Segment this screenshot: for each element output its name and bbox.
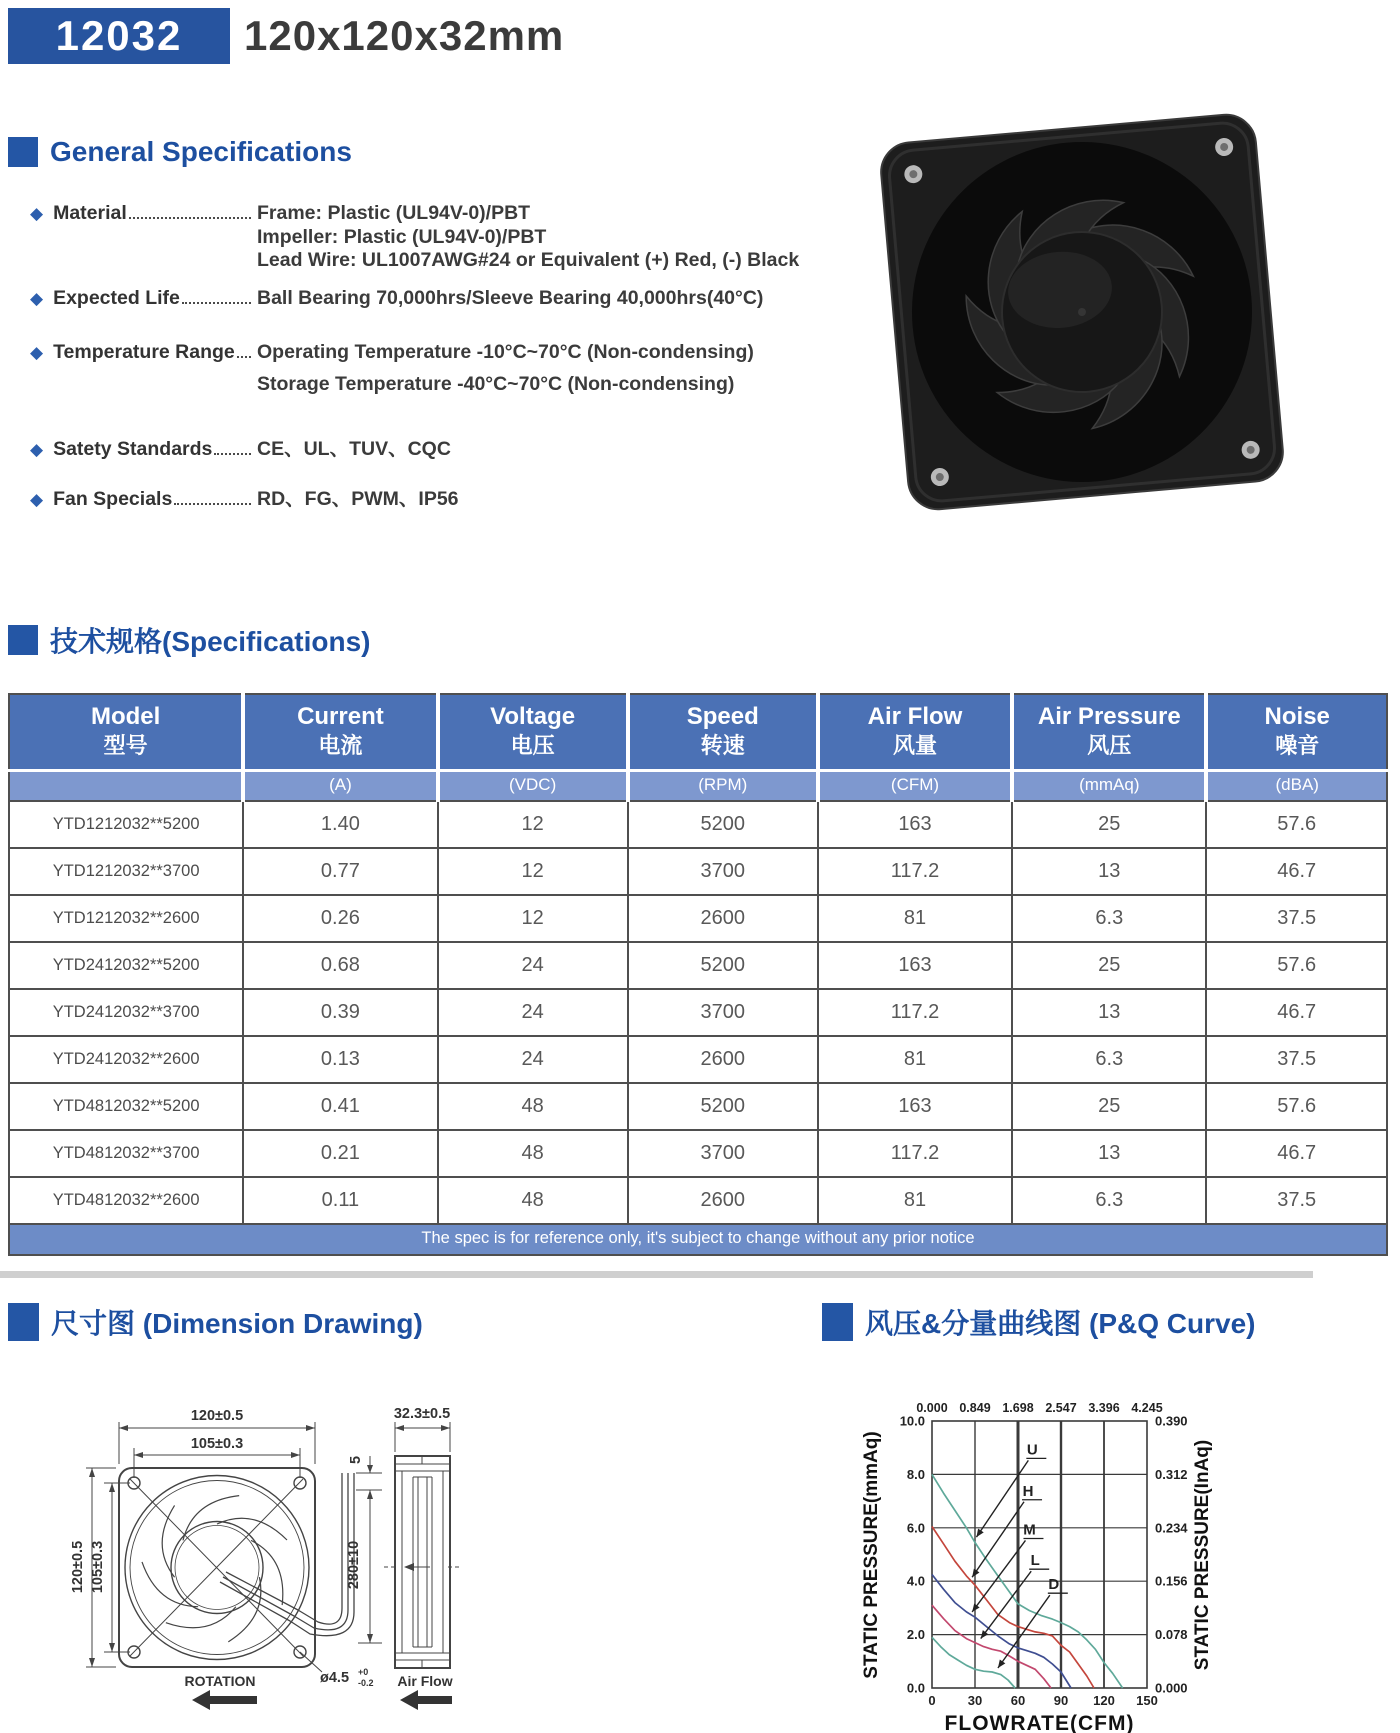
value-cell: 117.2 bbox=[818, 989, 1012, 1036]
curve-label-M: M bbox=[1023, 1521, 1036, 1539]
value-cell: 13 bbox=[1012, 848, 1206, 895]
column-header-en: Voltage bbox=[490, 703, 576, 730]
dotted-leader bbox=[237, 341, 251, 358]
value-cell: 117.2 bbox=[818, 848, 1012, 895]
value-cell: 57.6 bbox=[1206, 801, 1387, 848]
dim-hole-tol-plus: +0 bbox=[358, 1667, 369, 1677]
value-cell: 6.3 bbox=[1012, 1177, 1206, 1224]
value-cell: 24 bbox=[438, 942, 628, 989]
table-row bbox=[9, 1036, 1387, 1083]
value-cell: 6.3 bbox=[1012, 895, 1206, 942]
x-tick-bottom: 30 bbox=[967, 1693, 983, 1708]
value-cell: 3700 bbox=[628, 989, 818, 1036]
spec-item bbox=[8, 488, 853, 512]
section-title: 技术规格(Specifications) bbox=[50, 626, 371, 657]
column-header-en: Air Flow bbox=[867, 703, 963, 730]
curve-H bbox=[932, 1527, 1094, 1689]
value-cell: 0.68 bbox=[243, 942, 437, 989]
column-header-zh: 电流 bbox=[318, 733, 363, 758]
value-cell: 81 bbox=[818, 1036, 1012, 1083]
value-cell: 3700 bbox=[628, 1130, 818, 1177]
value-cell: 37.5 bbox=[1206, 1177, 1387, 1224]
column-header-zh: 风量 bbox=[893, 733, 938, 758]
dim-hole: ø4.5 bbox=[320, 1670, 350, 1686]
dimension-drawing-heading bbox=[8, 1302, 768, 1342]
model-cell: YTD1212032**3700 bbox=[9, 848, 243, 895]
dotted-leader bbox=[182, 287, 251, 304]
y-tick-right: 0.156 bbox=[1155, 1573, 1188, 1589]
x-tick-bottom: 120 bbox=[1093, 1693, 1115, 1708]
dimension-drawing bbox=[52, 1360, 752, 1733]
y-tick-right: 0.390 bbox=[1155, 1413, 1188, 1429]
value-cell: 46.7 bbox=[1206, 989, 1387, 1036]
value-cell: 57.6 bbox=[1206, 942, 1387, 989]
model-cell: YTD4812032**3700 bbox=[9, 1130, 243, 1177]
x-tick-top: 0.849 bbox=[959, 1401, 991, 1415]
unit-cell: (CFM) bbox=[818, 771, 1012, 802]
x-tick-top: 1.698 bbox=[1002, 1401, 1034, 1415]
value-cell: 46.7 bbox=[1206, 1130, 1387, 1177]
value-cell: 0.41 bbox=[243, 1083, 437, 1130]
table-row bbox=[9, 1083, 1387, 1130]
value-cell: 2600 bbox=[628, 1036, 818, 1083]
dim-width-inner: 105±0.3 bbox=[190, 1436, 244, 1452]
diamond-bullet-icon: ◆ bbox=[30, 489, 44, 509]
diamond-bullet-icon: ◆ bbox=[30, 440, 44, 459]
table-row bbox=[9, 1130, 1387, 1177]
x-tick-top: 0.000 bbox=[916, 1401, 948, 1415]
value-cell: 48 bbox=[438, 1130, 628, 1177]
x-tick-top: 3.396 bbox=[1088, 1401, 1120, 1415]
column-header bbox=[818, 694, 1012, 771]
rotation-label: ROTATION bbox=[184, 1673, 256, 1689]
general-specifications-heading bbox=[8, 136, 853, 168]
section-title: 风压&分量曲线图 (P&Q Curve) bbox=[865, 1308, 1256, 1339]
pq-curve-section bbox=[822, 1302, 1400, 1342]
spec-values bbox=[253, 438, 853, 462]
spec-value-line: Storage Temperature -40°C~70°C (Non-condensing) bbox=[257, 372, 735, 395]
column-header-zh: 风压 bbox=[1087, 733, 1132, 758]
fan-photo-graphic bbox=[862, 100, 1302, 532]
value-cell: 37.5 bbox=[1206, 895, 1387, 942]
y-tick-left: 8.0 bbox=[906, 1466, 925, 1482]
y-tick-left: 4.0 bbox=[906, 1573, 925, 1589]
column-header-en: Noise bbox=[1264, 703, 1330, 730]
spec-label: Temperature Range bbox=[53, 341, 235, 363]
spec-value-line: Ball Bearing 70,000hrs/Sleeve Bearing 40,000hrs(40°C) bbox=[257, 286, 764, 309]
spec-table bbox=[8, 693, 1388, 1256]
value-cell: 24 bbox=[438, 1036, 628, 1083]
dotted-leader bbox=[129, 202, 251, 219]
y-tick-right: 0.000 bbox=[1155, 1680, 1188, 1696]
column-header-zh: 噪音 bbox=[1275, 733, 1320, 758]
value-cell: 48 bbox=[438, 1177, 628, 1224]
spec-values bbox=[253, 488, 853, 512]
section-title: 尺寸图 (Dimension Drawing) bbox=[51, 1308, 423, 1339]
section-marker-icon bbox=[822, 1303, 853, 1341]
model-cell: YTD1212032**2600 bbox=[9, 895, 243, 942]
label-arrowhead bbox=[998, 1659, 1005, 1667]
value-cell: 25 bbox=[1012, 1083, 1206, 1130]
value-cell: 163 bbox=[818, 942, 1012, 989]
spec-value-line: Operating Temperature -10°C~70°C (Non-condensing) bbox=[257, 341, 754, 363]
y-tick-left: 6.0 bbox=[906, 1520, 925, 1536]
unit-cell: (A) bbox=[243, 771, 437, 802]
y-axis-title-right: STATIC PRESSURE(InAq) bbox=[1192, 1439, 1213, 1671]
page-header bbox=[8, 8, 564, 64]
spec-label: Expected Life bbox=[53, 286, 180, 309]
table-row bbox=[9, 801, 1387, 848]
label-arrow-line bbox=[976, 1460, 1028, 1537]
x-axis-title: FLOWRATE(CFM) bbox=[944, 1712, 1135, 1733]
unit-cell bbox=[9, 771, 243, 802]
column-header-zh: 转速 bbox=[700, 733, 745, 758]
value-cell: 46.7 bbox=[1206, 848, 1387, 895]
unit-cell: (VDC) bbox=[438, 771, 628, 802]
x-tick-bottom: 90 bbox=[1053, 1693, 1069, 1708]
dim-hole-tol-minus: -0.2 bbox=[358, 1678, 374, 1688]
value-cell: 81 bbox=[818, 895, 1012, 942]
column-header bbox=[628, 694, 818, 771]
model-code-badge bbox=[8, 8, 230, 64]
column-header bbox=[1206, 694, 1387, 771]
column-header bbox=[9, 694, 243, 771]
y-tick-left: 0.0 bbox=[906, 1680, 925, 1696]
spec-values bbox=[253, 287, 853, 311]
side-view bbox=[395, 1456, 450, 1668]
fan-product-photo bbox=[862, 100, 1302, 532]
curve-label-U: U bbox=[1026, 1441, 1038, 1459]
model-cell: YTD2412032**3700 bbox=[9, 989, 243, 1036]
value-cell: 13 bbox=[1012, 1130, 1206, 1177]
value-cell: 3700 bbox=[628, 848, 818, 895]
spec-value-line: Lead Wire: UL1007AWG#24 or Equivalent (+) Red, (-) Black bbox=[257, 249, 800, 271]
value-cell: 5200 bbox=[628, 1083, 818, 1130]
value-cell: 12 bbox=[438, 848, 628, 895]
table-row bbox=[9, 1177, 1387, 1224]
spec-label: Satety Standards bbox=[53, 438, 213, 460]
column-header-en: Air Pressure bbox=[1037, 703, 1181, 730]
value-cell: 81 bbox=[818, 1177, 1012, 1224]
value-cell: 1.40 bbox=[243, 801, 437, 848]
table-footnote: The spec is for reference only, it's subject to change without any prior notice bbox=[9, 1224, 1387, 1255]
value-cell: 0.26 bbox=[243, 895, 437, 942]
value-cell: 2600 bbox=[628, 1177, 818, 1224]
value-cell: 163 bbox=[818, 1083, 1012, 1130]
section-marker-icon bbox=[8, 1303, 39, 1341]
model-cell: YTD1212032**5200 bbox=[9, 801, 243, 848]
column-header-zh: 型号 bbox=[103, 733, 148, 758]
value-cell: 48 bbox=[438, 1083, 628, 1130]
page-title: 120x120x32mm bbox=[244, 12, 565, 59]
spec-value-line: Frame: Plastic (UL94V-0)/PBT bbox=[257, 202, 531, 224]
value-cell: 37.5 bbox=[1206, 1036, 1387, 1083]
column-header bbox=[1012, 694, 1206, 771]
y-tick-right: 0.312 bbox=[1155, 1466, 1188, 1482]
spec-item bbox=[8, 341, 853, 396]
value-cell: 13 bbox=[1012, 989, 1206, 1036]
value-cell: 25 bbox=[1012, 942, 1206, 989]
column-header bbox=[438, 694, 628, 771]
dim-height-inner: 105±0.3 bbox=[90, 1540, 106, 1594]
column-header-en: Speed bbox=[686, 703, 759, 730]
value-cell: 2600 bbox=[628, 895, 818, 942]
spec-value-line: Impeller: Plastic (UL94V-0)/PBT bbox=[257, 225, 547, 248]
value-cell: 0.11 bbox=[243, 1177, 437, 1224]
dotted-leader bbox=[214, 438, 251, 455]
general-specifications-section bbox=[8, 136, 853, 511]
section-marker-icon bbox=[8, 137, 38, 167]
value-cell: 12 bbox=[438, 895, 628, 942]
value-cell: 6.3 bbox=[1012, 1036, 1206, 1083]
dim-wire-tip: 5 bbox=[348, 1455, 364, 1465]
diamond-bullet-icon: ◆ bbox=[30, 343, 44, 362]
spec-values bbox=[253, 202, 853, 273]
column-header bbox=[243, 694, 437, 771]
technical-specifications-section bbox=[8, 620, 1392, 1256]
spec-table-body bbox=[9, 801, 1387, 1255]
column-header-zh: 电压 bbox=[510, 733, 555, 758]
x-tick-top: 2.547 bbox=[1045, 1401, 1077, 1415]
model-cell: YTD2412032**2600 bbox=[9, 1036, 243, 1083]
column-header-en: Model bbox=[90, 703, 161, 730]
table-row bbox=[9, 942, 1387, 989]
value-cell: 12 bbox=[438, 801, 628, 848]
label-arrowhead bbox=[981, 1630, 989, 1638]
section-title: General Specifications bbox=[50, 136, 352, 167]
spec-value-line: CE、UL、TUV、CQC bbox=[257, 438, 451, 460]
general-spec-list bbox=[8, 202, 853, 511]
spec-item bbox=[8, 202, 853, 273]
section-marker-icon bbox=[8, 625, 38, 655]
spec-label: Fan Specials bbox=[53, 487, 173, 510]
y-tick-left: 10.0 bbox=[899, 1413, 925, 1429]
value-cell: 163 bbox=[818, 801, 1012, 848]
airflow-arrow-icon bbox=[400, 1690, 452, 1710]
value-cell: 117.2 bbox=[818, 1130, 1012, 1177]
pq-curve-heading bbox=[822, 1302, 1400, 1342]
model-cell: YTD4812032**2600 bbox=[9, 1177, 243, 1224]
x-tick-bottom: 150 bbox=[1136, 1693, 1158, 1708]
x-tick-bottom: 0 bbox=[928, 1693, 936, 1708]
table-row bbox=[9, 895, 1387, 942]
dim-width-top: 120±0.5 bbox=[190, 1408, 244, 1424]
value-cell: 0.77 bbox=[243, 848, 437, 895]
dotted-leader bbox=[174, 488, 251, 505]
y-tick-left: 2.0 bbox=[906, 1627, 925, 1643]
value-cell: 25 bbox=[1012, 801, 1206, 848]
spec-item bbox=[8, 438, 853, 462]
unit-cell: (mmAq) bbox=[1012, 771, 1206, 802]
dim-depth: 32.3±0.5 bbox=[393, 1406, 451, 1422]
fan-body bbox=[879, 112, 1286, 511]
table-row bbox=[9, 848, 1387, 895]
diamond-bullet-icon: ◆ bbox=[30, 204, 44, 223]
dim-height-left: 120±0.5 bbox=[70, 1540, 86, 1594]
x-tick-top: 4.245 bbox=[1131, 1401, 1163, 1415]
specifications-heading bbox=[8, 620, 1392, 660]
value-cell: 24 bbox=[438, 989, 628, 1036]
label-arrowhead bbox=[976, 1529, 983, 1538]
airflow-label: Air Flow bbox=[397, 1673, 453, 1689]
rotation-arrow-icon bbox=[192, 1690, 257, 1710]
spec-label: Material bbox=[53, 202, 127, 224]
value-cell: 0.21 bbox=[243, 1130, 437, 1177]
spec-item bbox=[8, 287, 853, 311]
label-arrowhead bbox=[972, 1569, 979, 1578]
spec-value-line: RD、FG、PWM、IP56 bbox=[257, 487, 459, 510]
y-tick-right: 0.234 bbox=[1155, 1520, 1188, 1536]
label-arrowhead bbox=[972, 1603, 980, 1611]
model-code: 12032 bbox=[55, 12, 183, 59]
dimension-drawing-section bbox=[8, 1302, 768, 1342]
curve-label-D: D bbox=[1048, 1576, 1060, 1594]
unit-cell: (dBA) bbox=[1206, 771, 1387, 802]
model-cell: YTD4812032**5200 bbox=[9, 1083, 243, 1130]
table-row bbox=[9, 989, 1387, 1036]
value-cell: 0.13 bbox=[243, 1036, 437, 1083]
diamond-bullet-icon: ◆ bbox=[30, 288, 44, 308]
curve-label-L: L bbox=[1030, 1552, 1040, 1570]
model-cell: YTD2412032**5200 bbox=[9, 942, 243, 989]
spec-values bbox=[253, 341, 853, 396]
value-cell: 5200 bbox=[628, 801, 818, 848]
section-divider bbox=[0, 1271, 1313, 1278]
x-tick-bottom: 60 bbox=[1010, 1693, 1026, 1708]
curve-label-H: H bbox=[1022, 1482, 1034, 1500]
spec-table-head bbox=[9, 694, 1387, 801]
pq-curve-chart bbox=[780, 1368, 1400, 1733]
value-cell: 5200 bbox=[628, 942, 818, 989]
y-axis-title-left: STATIC PRESSURE(mmAq) bbox=[861, 1431, 882, 1679]
value-cell: 57.6 bbox=[1206, 1083, 1387, 1130]
value-cell: 0.39 bbox=[243, 989, 437, 1036]
unit-cell: (RPM) bbox=[628, 771, 818, 802]
label-arrow-line bbox=[972, 1502, 1024, 1577]
column-header-en: Current bbox=[297, 703, 384, 730]
y-tick-right: 0.078 bbox=[1155, 1627, 1188, 1643]
dim-wire-length: 280±10 bbox=[346, 1540, 362, 1590]
